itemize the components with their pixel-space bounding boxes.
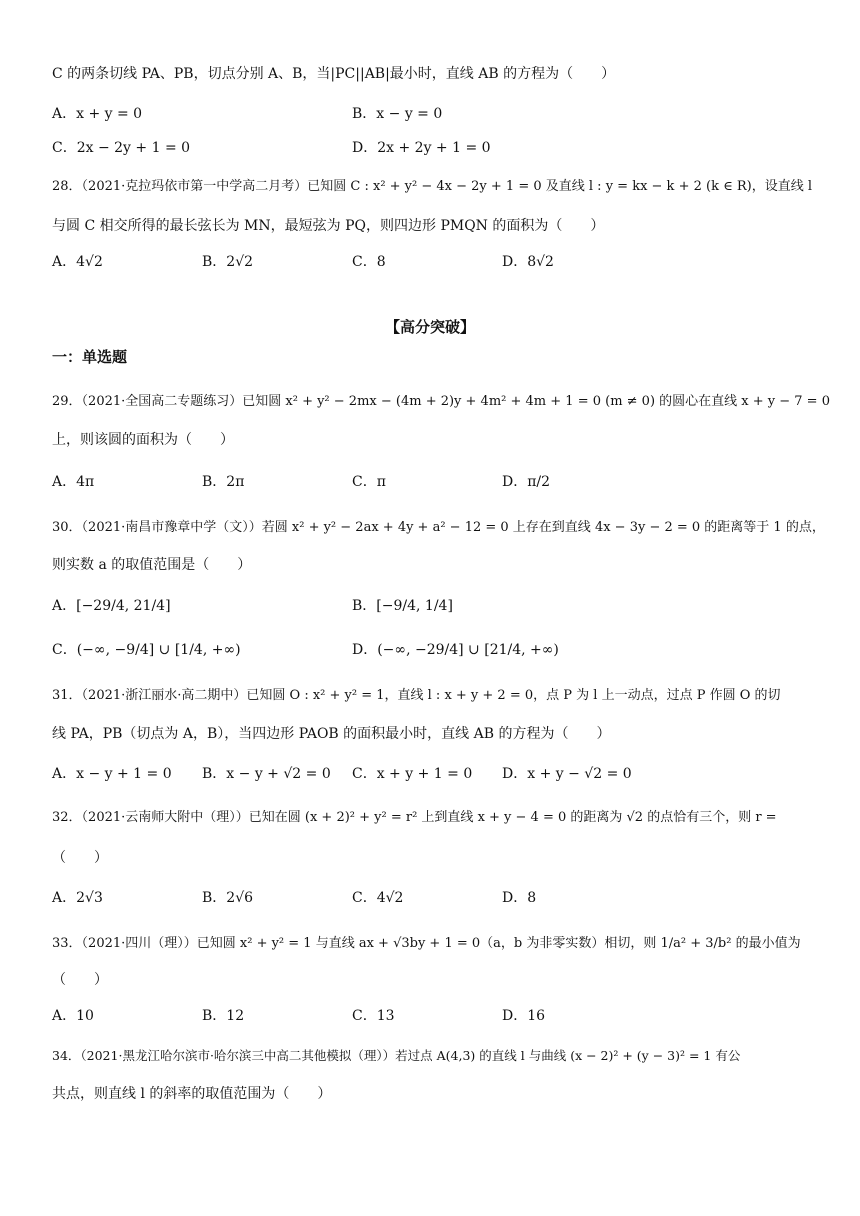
q33-option-c: C．13: [352, 1008, 395, 1024]
q28-option-d: D．8√2: [502, 254, 554, 270]
q28-option-a: A．4√2: [52, 254, 103, 270]
q27-option-c: C．2x − 2y + 1 = 0: [52, 140, 191, 156]
q32-option-a: A．2√3: [52, 890, 103, 906]
q30-option-c: C．(−∞, −9/4] ∪ [1/4, +∞): [52, 642, 241, 658]
q28-option-c: C．8: [352, 254, 386, 270]
q31-option-c: C．x + y + 1 = 0: [352, 766, 473, 782]
q30-option-b: B．[−9/4, 1/4]: [352, 598, 453, 614]
q31-stem-line2: 线 PA，PB（切点为 A，B），当四边形 PAOB 的面积最小时，直线 AB 的方程为（ ）: [52, 726, 611, 742]
section-heading: 【高分突破】: [384, 318, 475, 336]
q33-option-b: B．12: [202, 1008, 245, 1024]
q28-stem-line1: 28．（2021·克拉玛依市第一中学高二月考）已知圆 C : x² + y² − 4x − 2y + 1 = 0 及直线 l : y = kx − k + 2 (k ∈ R)，设直线 l: [52, 179, 812, 194]
q29-option-c: C．π: [352, 474, 386, 490]
q32-option-d: D．8: [502, 890, 537, 906]
q29-option-d: D．π/2: [502, 474, 551, 490]
q29-stem-line1: 29．（2021·全国高二专题练习）已知圆 x² + y² − 2mx − (4m + 2)y + 4m² + 4m + 1 = 0 (m ≠ 0) 的圆心在直线 x + y − 7 = 0: [52, 394, 830, 409]
q33-option-a: A．10: [52, 1008, 94, 1024]
q27-option-b: B．x − y = 0: [352, 106, 443, 122]
q33-option-d: D．16: [502, 1008, 546, 1024]
q34-stem-line2: 共点，则直线 l 的斜率的取值范围为（ ）: [52, 1086, 332, 1102]
q30-option-a: A．[−29/4, 21/4]: [52, 598, 171, 614]
q32-stem-line2: （ ）: [52, 850, 108, 866]
q27-option-a: A．x + y = 0: [52, 106, 143, 122]
q30-stem-line1: 30．（2021·南昌市豫章中学（文））若圆 x² + y² − 2ax + 4y + a² − 12 = 0 上存在到直线 4x − 3y − 2 = 0 的距离等于 1 的点，: [52, 520, 825, 535]
q28-option-b: B．2√2: [202, 254, 254, 270]
q31-option-d: D．x + y − √2 = 0: [502, 766, 632, 782]
q29-stem-line2: 上，则该圆的面积为（ ）: [52, 432, 234, 448]
q29-option-b: B．2π: [202, 474, 245, 490]
q27-stem: C 的两条切线 PA、PB，切点分别 A、B，当|PC||AB|最小时，直线 AB 的方程为（ ）: [52, 66, 616, 82]
q31-stem-line1: 31．（2021·浙江丽水·高二期中）已知圆 O : x² + y² = 1，直线 l : x + y + 2 = 0，点 P 为 l 上一动点，过点 P 作圆 O 的切: [52, 688, 781, 703]
q30-option-d: D．(−∞, −29/4] ∪ [21/4, +∞): [352, 642, 559, 658]
q28-stem-line2: 与圆 C 相交所得的最长弦长为 MN，最短弦为 PQ，则四边形 PMQN 的面积为（ ）: [52, 218, 605, 234]
q32-option-b: B．2√6: [202, 890, 254, 906]
q27-option-d: D．2x + 2y + 1 = 0: [352, 140, 491, 156]
q31-option-a: A．x − y + 1 = 0: [52, 766, 172, 782]
q29-option-a: A．4π: [52, 474, 95, 490]
q33-stem-line1: 33．（2021·四川（理））已知圆 x² + y² = 1 与直线 ax + √3by + 1 = 0（a，b 为非零实数）相切，则 1/a² + 3/b² 的最小值为: [52, 936, 801, 951]
q30-stem-line2: 则实数 a 的取值范围是（ ）: [52, 557, 252, 573]
section-title: 一：单选题: [52, 348, 128, 366]
q34-stem-line1: 34．（2021·黑龙江哈尔滨市·哈尔滨三中高二其他模拟（理））若过点 A(4,3) 的直线 l 与曲线 (x − 2)² + (y − 3)² = 1 有公: [52, 1048, 741, 1063]
q32-option-c: C．4√2: [352, 890, 404, 906]
q31-option-b: B．x − y + √2 = 0: [202, 766, 331, 782]
q33-stem-line2: （ ）: [52, 972, 108, 988]
q32-stem-line1: 32．（2021·云南师大附中（理））已知在圆 (x + 2)² + y² = r² 上到直线 x + y − 4 = 0 的距离为 √2 的点恰有三个，则 r =: [52, 810, 777, 825]
